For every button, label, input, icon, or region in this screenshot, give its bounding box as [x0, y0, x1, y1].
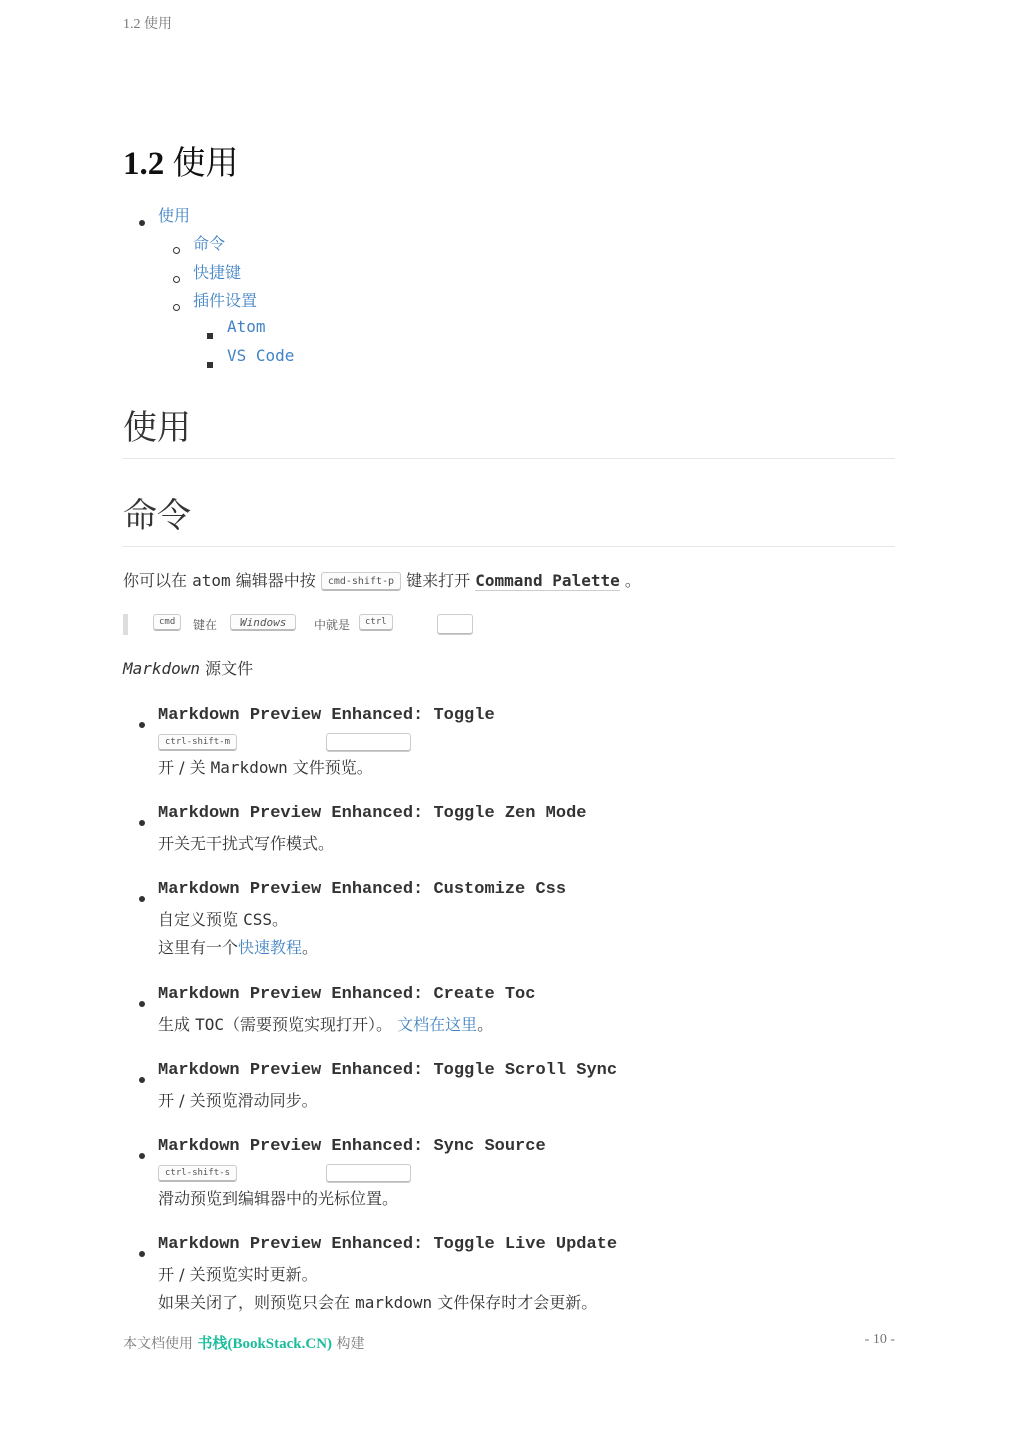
heading-divider	[123, 458, 895, 459]
page-number: - 10 -	[864, 1332, 895, 1347]
running-header: 1.2 使用	[123, 17, 172, 32]
link-docs-here[interactable]: 文档在这里	[397, 1015, 478, 1034]
command-title: Markdown Preview Enhanced: Sync Source	[158, 1137, 546, 1156]
toc-bullet	[173, 268, 180, 287]
toc-link-commands[interactable]: 命令	[193, 234, 226, 253]
heading-divider	[123, 546, 895, 547]
toc-bullet	[139, 211, 145, 230]
kbd-windows: Windows	[230, 614, 296, 631]
command-desc: 滑动预览到编辑器中的光标位置。	[158, 1189, 399, 1208]
command-title: Markdown Preview Enhanced: Customize Css	[158, 880, 567, 899]
page-title	[123, 137, 239, 184]
toc-bullet	[207, 353, 213, 372]
toc-link-atom[interactable]: Atom	[227, 317, 266, 336]
source-file-label: Markdown 源文件	[123, 659, 254, 678]
footer-credit: 本文档使用 书栈(BookStack.CN) 构建	[123, 1336, 365, 1352]
command-desc: 如果关闭了，则预览只会在 markdown 文件保存时才会更新。	[158, 1293, 598, 1312]
toc-bullet	[173, 239, 180, 258]
command-desc: 这里有一个快速教程。	[158, 938, 319, 957]
link-quick-tutorial[interactable]: 快速教程	[238, 938, 303, 957]
footer-brand-link[interactable]: 书栈(BookStack.CN)	[197, 1336, 333, 1352]
toc-bullet	[173, 296, 180, 315]
heading-commands: 命令	[123, 496, 191, 536]
list-bullet	[139, 713, 145, 732]
command-key-row	[158, 732, 411, 752]
command-desc: 开 / 关 Markdown 文件预览。	[158, 758, 373, 777]
toc-link-usage[interactable]: 使用	[158, 206, 191, 225]
note-text: 中就是	[314, 618, 351, 632]
command-desc: 生成 TOC（需要预览实现打开）。 文档在这里。	[158, 1015, 494, 1034]
command-desc: 自定义预览 CSS。	[158, 910, 289, 929]
command-title: Markdown Preview Enhanced: Toggle Live Update	[158, 1235, 618, 1254]
command-title: Markdown Preview Enhanced: Create Toc	[158, 985, 536, 1004]
toc-link-shortcuts[interactable]: 快捷键	[193, 263, 242, 282]
empty-key	[437, 614, 473, 635]
blockquote-note	[123, 614, 528, 635]
command-title: Markdown Preview Enhanced: Toggle Zen Mode	[158, 804, 587, 823]
note-text: 键在	[193, 618, 218, 632]
command-desc: 开 / 关预览实时更新。	[158, 1265, 318, 1284]
commands-intro: 你可以在 atom 编辑器中按 cmd-shift-p 键来打开 Command Palette 。	[123, 571, 641, 590]
title-number: 1.2	[123, 146, 165, 182]
heading-usage: 使用	[123, 408, 191, 448]
kbd-ctrl-shift-s: ctrl-shift-s	[158, 1165, 237, 1182]
toc-bullet	[207, 324, 213, 343]
empty-key	[326, 1164, 411, 1183]
kbd-cmd: cmd	[153, 614, 181, 631]
command-title: Markdown Preview Enhanced: Toggle Scroll Sync	[158, 1061, 618, 1080]
toc-link-plugin-settings[interactable]: 插件设置	[193, 291, 258, 310]
title-text: 使用	[172, 146, 239, 182]
list-bullet	[139, 811, 145, 830]
list-bullet	[139, 992, 145, 1011]
kbd-ctrl: ctrl	[359, 614, 393, 631]
inline-code-atom: atom	[192, 571, 231, 590]
kbd-ctrl-shift-m: ctrl-shift-m	[158, 734, 237, 751]
command-desc: 开 / 关预览滑动同步。	[158, 1091, 318, 1110]
list-bullet	[139, 1144, 145, 1163]
list-bullet	[139, 1068, 145, 1087]
command-desc: 开关无干扰式写作模式。	[158, 834, 335, 853]
list-bullet	[139, 887, 145, 906]
empty-key	[326, 733, 411, 752]
kbd-cmd-shift-p: cmd-shift-p	[321, 572, 401, 591]
command-palette-label: Command Palette	[475, 571, 620, 590]
toc-link-vscode[interactable]: VS Code	[227, 346, 295, 365]
command-key-row	[158, 1163, 411, 1183]
list-bullet	[139, 1242, 145, 1261]
command-title: Markdown Preview Enhanced: Toggle	[158, 706, 495, 725]
